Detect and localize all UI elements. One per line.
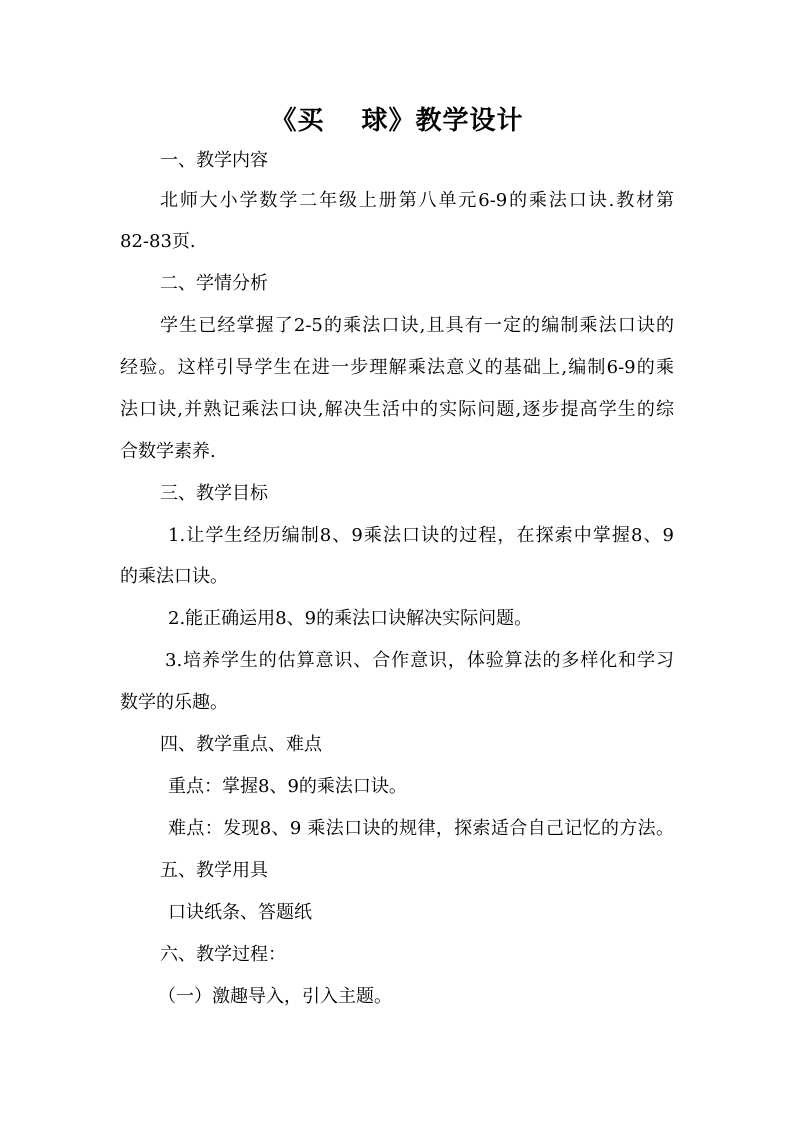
paragraph-line: 经验。这样引导学生在进一步理解乘法意义的基础上,编制6-9的乘 xyxy=(120,357,674,378)
paragraph-line: 数学的乐趣。 xyxy=(120,692,228,713)
paragraph-line: 的乘法口诀。 xyxy=(120,566,228,587)
paragraph-line: 学生已经掌握了2-5的乘法口诀,且具有一定的编制乘法口诀的 xyxy=(160,315,674,336)
subsection-heading: （一）激趣导入，引入主题。 xyxy=(158,986,392,1007)
paragraph-line: 1.让学生经历编制8、9乘法口诀的过程，在探索中掌握8、9 xyxy=(168,525,674,546)
section-heading-tools: 五、教学用具 xyxy=(160,860,268,881)
section-heading-content: 一、教学内容 xyxy=(160,150,268,171)
section-heading-key-points: 四、教学重点、难点 xyxy=(160,734,322,755)
paragraph-line: 82-83页. xyxy=(120,231,196,252)
paragraph-line: 重点：掌握8、9的乘法口诀。 xyxy=(168,776,407,797)
paragraph-line: 合数学素养. xyxy=(120,441,216,462)
paragraph-line: 北师大小学数学二年级上册第八单元6-9的乘法口诀.教材第 xyxy=(160,190,674,211)
section-heading-process: 六、教学过程： xyxy=(160,944,286,965)
paragraph-line: 3.培养学生的估算意识、合作意识，体验算法的多样化和学习 xyxy=(165,650,674,671)
paragraph-line: 难点：发现8、9 乘法口诀的规律，探索适合自己记忆的方法。 xyxy=(168,818,674,839)
paragraph-line: 法口诀,并熟记乘法口诀,解决生活中的实际问题,逐步提高学生的综 xyxy=(120,399,674,420)
paragraph-line: 口诀纸条、答题纸 xyxy=(168,902,312,923)
document-title: 《买 球》教学设计 xyxy=(270,106,524,136)
section-heading-goals: 三、教学目标 xyxy=(160,483,268,504)
paragraph-line: 2.能正确运用8、9的乘法口诀解决实际问题。 xyxy=(168,608,533,629)
section-heading-analysis: 二、学情分析 xyxy=(160,273,268,294)
